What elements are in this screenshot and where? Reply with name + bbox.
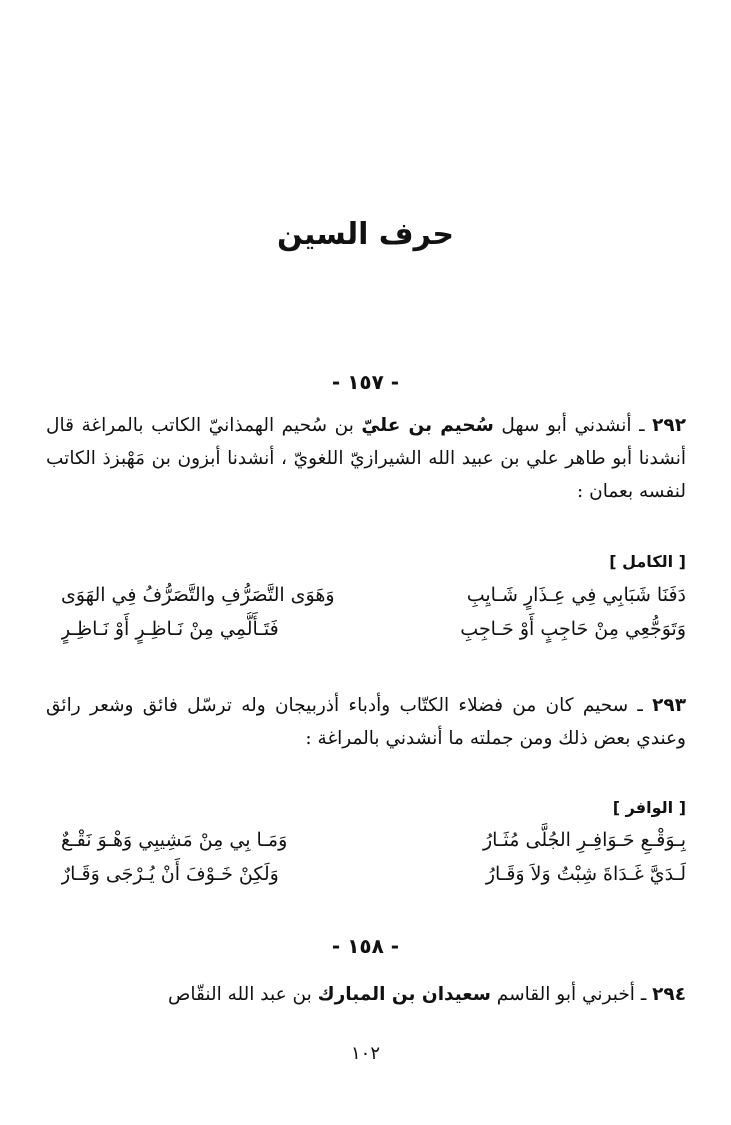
hemistich-second: وَلَكِنْ خَـوْفَ أَنْ يُـرْجَى وَقَـارٌ <box>61 863 279 885</box>
meter-label-wafir: [ الوافر ] <box>612 798 686 817</box>
hemistich-first: دَفَنَا شَبَابِي فِي عِـذَارٍ شَـايِبِ <box>466 584 686 606</box>
page-number: ١٠٢ <box>350 1043 380 1064</box>
paragraph-text-pre: أخبرني أبو القاسم <box>490 984 635 1005</box>
paragraph-294 <box>46 978 686 1011</box>
paragraph-292 <box>46 409 686 508</box>
paragraph-dash: ـ <box>631 415 653 436</box>
hemistich-second: وَمَـا بِي مِنْ مَشِيبِي وَهْـوَ نَقْـعٌ <box>61 829 288 851</box>
entry-number-158: - ١٥٨ - <box>331 934 400 958</box>
person-name: سُحيم بن عليّ <box>361 415 494 436</box>
paragraph-dash: ـ <box>634 984 653 1005</box>
hemistich-first: وَتَوَجُّعِي مِنْ حَاجِبٍ أَوْ حَـاجِبِ <box>460 618 686 640</box>
verse-block-293 <box>61 823 686 891</box>
hemistich-first: بِـوَقْـعِ حَـوَافِـرِ الجُلَّى مُثَـارُ <box>483 829 686 851</box>
verse-line <box>61 578 686 612</box>
paragraph-text-post: سحيم كان من فضلاء الكتّاب وأدباء أذربيجان وله ترسّل فائق وشعر رائق وعندي بعض ذلك ومن جملته ما أنشدني بالمراغة : <box>46 695 686 749</box>
person-name: سعيدان بن المبارك <box>317 984 491 1005</box>
verse-line <box>61 612 686 646</box>
verse-line <box>61 857 686 891</box>
paragraph-text-pre: أنشدني أبو سهل <box>493 415 632 436</box>
chapter-title: حرف السين <box>277 217 454 252</box>
verse-block-157 <box>61 578 686 646</box>
paragraph-number: ٢٩٣ <box>652 695 686 716</box>
paragraph-text-post: بن سُحيم الهمذانيّ الكاتب بالمراغة قال أنشدنا أبو طاهر علي بن عبيد الله الشيرازيّ اللغويّ ، أنشدنا أبزون بن مَهْبزذ الكاتب لنفسه بعمان : <box>46 415 686 502</box>
paragraph-number: ٢٩٢ <box>652 415 686 436</box>
paragraph-text-post: بن عبد الله النقّاص <box>168 984 318 1005</box>
paragraph-dash: ـ <box>628 695 653 716</box>
entry-number-157: - ١٥٧ - <box>331 370 400 394</box>
hemistich-second: وَهَوَى التَّصَرُّفِ والتَّصَرُّفُ فِي الهَوَى <box>61 584 335 606</box>
paragraph-293 <box>46 689 686 755</box>
meter-label-kamil: [ الكامل ] <box>609 552 686 571</box>
paragraph-number: ٢٩٤ <box>652 984 686 1005</box>
hemistich-second: فَتَـأَلُّمِي مِنْ نَـاظِـرٍ أَوْ نَـاظِـرٍ <box>61 618 279 640</box>
hemistich-first: لَـدَيَّ غَـدَاةَ شِبْتُ وَلاَ وَقَـارُ <box>485 863 686 885</box>
verse-line <box>61 823 686 857</box>
